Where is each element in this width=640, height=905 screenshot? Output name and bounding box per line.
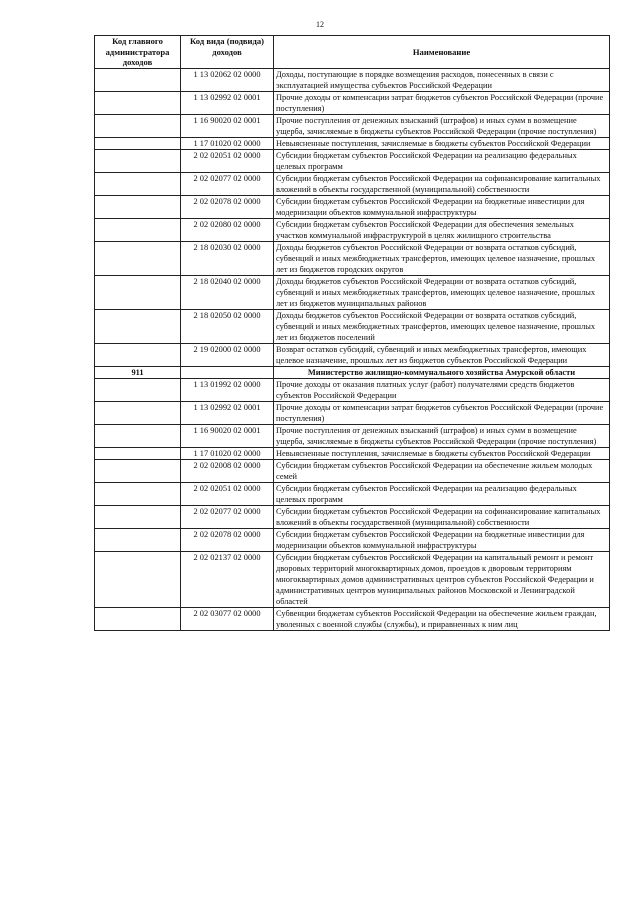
- cell-admin-code: [95, 459, 181, 482]
- table-row: [95, 424, 610, 447]
- cell-admin-code: 911: [95, 366, 181, 378]
- table-row: [95, 149, 610, 172]
- cell-admin-code: [95, 172, 181, 195]
- cell-admin-code: [95, 195, 181, 218]
- cell-name: Прочие поступления от денежных взысканий (штрафов) и иных сумм в возмещение ущерба, зачисляемые в бюджеты субъектов Российской Федерации (прочие поступления): [274, 424, 610, 447]
- table-row: [95, 505, 610, 528]
- table-row: [95, 378, 610, 401]
- cell-income-code: 2 02 02078 02 0000: [181, 528, 274, 551]
- table-row: [95, 195, 610, 218]
- cell-name: Прочие поступления от денежных взысканий (штрафов) и иных сумм в возмещение ущерба, зачисляемые в бюджеты субъектов Российской Федерации (прочие поступления): [274, 114, 610, 137]
- cell-income-code: 1 17 01020 02 0000: [181, 447, 274, 459]
- table-row: [95, 172, 610, 195]
- cell-admin-code: [95, 551, 181, 607]
- cell-income-code: 1 16 90020 02 0001: [181, 114, 274, 137]
- cell-name: Доходы бюджетов субъектов Российской Федерации от возврата остатков субсидий, субвенций и иных межбюджетных трансфертов, имеющих целевое назначение, прошлых лет из бюджетов городских округов: [274, 241, 610, 275]
- table-row: [95, 114, 610, 137]
- cell-name: Министерство жилищно-коммунального хозяйства Амурской области: [274, 366, 610, 378]
- header-name: Наименование: [274, 36, 610, 69]
- cell-income-code: 2 19 02000 02 0000: [181, 343, 274, 366]
- section-row: [95, 366, 610, 378]
- table-row: [95, 482, 610, 505]
- table-row: [95, 459, 610, 482]
- cell-name: Доходы бюджетов субъектов Российской Федерации от возврата остатков субсидий, субвенций и иных межбюджетных трансфертов, имеющих целевое назначение, прошлых лет из бюджетов поселений: [274, 309, 610, 343]
- cell-income-code: 2 02 02078 02 0000: [181, 195, 274, 218]
- table-row: [95, 607, 610, 630]
- table-row: [95, 91, 610, 114]
- cell-income-code: 1 13 02992 02 0001: [181, 91, 274, 114]
- cell-name: Невыясненные поступления, зачисляемые в бюджеты субъектов Российской Федерации: [274, 447, 610, 459]
- cell-name: Субсидии бюджетам субъектов Российской Федерации на бюджетные инвестиции для модернизации объектов коммунальной инфраструктуры: [274, 528, 610, 551]
- table-row: [95, 528, 610, 551]
- cell-income-code: 2 02 02080 02 0000: [181, 218, 274, 241]
- cell-income-code: 2 02 02008 02 0000: [181, 459, 274, 482]
- cell-admin-code: [95, 68, 181, 91]
- cell-name: Невыясненные поступления, зачисляемые в бюджеты субъектов Российской Федерации: [274, 137, 610, 149]
- cell-name: Субвенции бюджетам субъектов Российской Федерации на обеспечение жильем граждан, уволенных с военной службы (службы), и приравненных к ним лиц: [274, 607, 610, 630]
- cell-admin-code: [95, 309, 181, 343]
- table-row: [95, 241, 610, 275]
- cell-admin-code: [95, 137, 181, 149]
- cell-admin-code: [95, 91, 181, 114]
- cell-income-code: 2 18 02030 02 0000: [181, 241, 274, 275]
- cell-income-code: 2 02 03077 02 0000: [181, 607, 274, 630]
- cell-admin-code: [95, 343, 181, 366]
- cell-admin-code: [95, 241, 181, 275]
- cell-admin-code: [95, 114, 181, 137]
- cell-name: Субсидии бюджетам субъектов Российской Федерации на реализацию федеральных целевых программ: [274, 482, 610, 505]
- cell-admin-code: [95, 528, 181, 551]
- cell-admin-code: [95, 149, 181, 172]
- cell-income-code: 1 13 01992 02 0000: [181, 378, 274, 401]
- cell-income-code: [181, 366, 274, 378]
- cell-income-code: 2 02 02077 02 0000: [181, 505, 274, 528]
- cell-income-code: 2 02 02077 02 0000: [181, 172, 274, 195]
- cell-admin-code: [95, 607, 181, 630]
- table-header-row: [95, 36, 610, 69]
- cell-admin-code: [95, 447, 181, 459]
- table-row: [95, 551, 610, 607]
- cell-name: Доходы бюджетов субъектов Российской Федерации от возврата остатков субсидий, субвенций и иных межбюджетных трансфертов, имеющих целевое назначение, прошлых лет из бюджетов муниципальных районов: [274, 275, 610, 309]
- cell-name: Субсидии бюджетам субъектов Российской Федерации на обеспечение жильем молодых семей: [274, 459, 610, 482]
- cell-name: Субсидии бюджетам субъектов Российской Федерации на бюджетные инвестиции для модернизации объектов коммунальной инфраструктуры: [274, 195, 610, 218]
- cell-name: Доходы, поступающие в порядке возмещения расходов, понесенных в связи с эксплуатацией имущества субъектов Российской Федерации: [274, 68, 610, 91]
- table-row: [95, 68, 610, 91]
- cell-name: Субсидии бюджетам субъектов Российской Федерации на софинансирование капитальных вложений в объекты государственной (муниципальной) собственности: [274, 172, 610, 195]
- cell-income-code: 1 13 02992 02 0001: [181, 401, 274, 424]
- cell-admin-code: [95, 401, 181, 424]
- table-row: [95, 309, 610, 343]
- table-row: [95, 447, 610, 459]
- cell-name: Субсидии бюджетам субъектов Российской Федерации на софинансирование капитальных вложений в объекты государственной (муниципальной) собственности: [274, 505, 610, 528]
- cell-name: Субсидии бюджетам субъектов Российской Федерации на реализацию федеральных целевых программ: [274, 149, 610, 172]
- cell-income-code: 1 16 90020 02 0001: [181, 424, 274, 447]
- cell-name: Возврат остатков субсидий, субвенций и иных межбюджетных трансфертов, имеющих целевое назначение, прошлых лет из бюджетов субъектов Российской Федерации: [274, 343, 610, 366]
- cell-name: Прочие доходы от компенсации затрат бюджетов субъектов Российской Федерации (прочие поступления): [274, 401, 610, 424]
- table-row: [95, 275, 610, 309]
- header-income-code: Код вида (подвида) доходов: [181, 36, 274, 69]
- table-row: [95, 137, 610, 149]
- cell-admin-code: [95, 482, 181, 505]
- cell-name: Прочие доходы от компенсации затрат бюджетов субъектов Российской Федерации (прочие поступления): [274, 91, 610, 114]
- cell-name: Субсидии бюджетам субъектов Российской Федерации на капитальный ремонт и ремонт дворовых территорий многоквартирных домов, проездов к дворовым территориям многоквартирных домов административных центров субъектов Российской Федерации и административных центров муниципальных районов Московской и Ленинградской областей: [274, 551, 610, 607]
- cell-admin-code: [95, 218, 181, 241]
- cell-income-code: 2 18 02050 02 0000: [181, 309, 274, 343]
- cell-income-code: 2 18 02040 02 0000: [181, 275, 274, 309]
- cell-name: Прочие доходы от оказания платных услуг (работ) получателями средств бюджетов субъектов Российской Федерации: [274, 378, 610, 401]
- cell-income-code: 2 02 02051 02 0000: [181, 482, 274, 505]
- cell-income-code: 2 02 02137 02 0000: [181, 551, 274, 607]
- cell-income-code: 2 02 02051 02 0000: [181, 149, 274, 172]
- page-number: 12: [316, 20, 324, 29]
- cell-admin-code: [95, 378, 181, 401]
- cell-income-code: 1 17 01020 02 0000: [181, 137, 274, 149]
- cell-name: Субсидии бюджетам субъектов Российской Федерации для обеспечения земельных участков коммунальной инфраструктурой в целях жилищного строительства: [274, 218, 610, 241]
- cell-admin-code: [95, 275, 181, 309]
- cell-income-code: 1 13 02062 02 0000: [181, 68, 274, 91]
- table-row: [95, 218, 610, 241]
- table-row: [95, 401, 610, 424]
- table-row: [95, 343, 610, 366]
- cell-admin-code: [95, 424, 181, 447]
- cell-admin-code: [95, 505, 181, 528]
- revenue-codes-table: [94, 35, 610, 631]
- header-admin-code: Код главного администратора доходов: [95, 36, 181, 69]
